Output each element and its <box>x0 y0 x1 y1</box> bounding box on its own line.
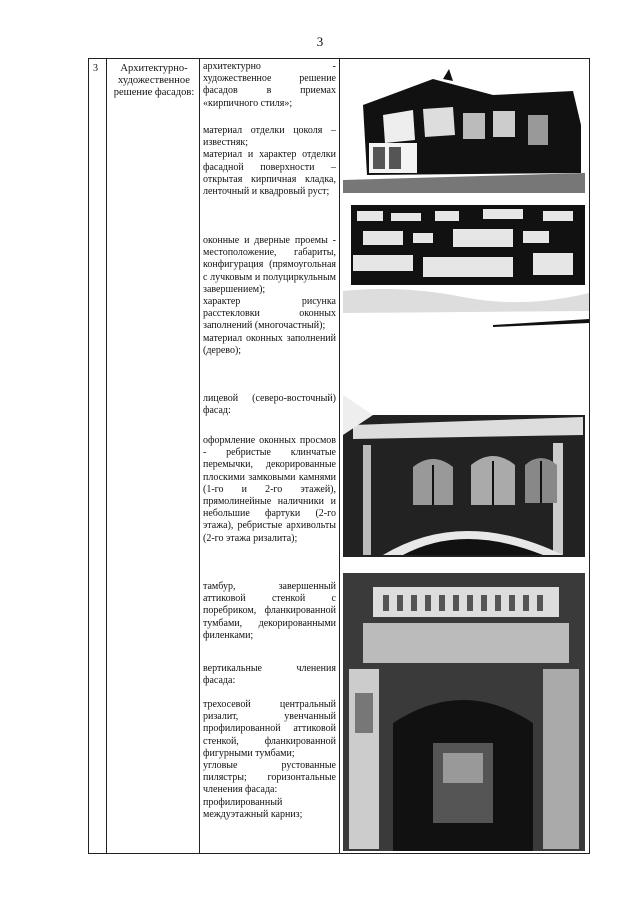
paragraph: трехосевой центральный ризалит, увенчанный профилированной аттиковой стенкой, фланкированной фигурными тумбами; <box>203 699 336 759</box>
entrance-tambour-photo <box>343 573 585 851</box>
paragraph: лицевой (северо-восточный) фасад: <box>203 393 336 417</box>
row-number: 3 <box>93 63 98 74</box>
paragraph: оформление оконных просмов - ребристые клинчатые перемычки, декорированные плоскими замковыми камнями (1-го и 2-го этажей), прямолинейные наличники и небольшие фартуки (2-го этажа), ребристые архивольты (2-го этажа ризалита); <box>203 435 336 544</box>
paragraph: материал и характер отделки фасадной поверхности – открытая кирпичная кладка, ленточный и квадровый руст; <box>203 149 336 198</box>
column-divider <box>339 59 340 853</box>
paragraph: оконные и дверные проемы - местоположение, габариты, конфигурация (прямоугольная с лучковым и полуциркульным завершением); <box>203 235 336 295</box>
paragraph: угловые рустованные пилястры; горизонтальные членения фасада: <box>203 760 336 796</box>
brick-wall-texture-photo <box>343 201 589 335</box>
column-divider <box>106 59 107 853</box>
paragraph: характер рисунка расстекловки оконных заполнений (многочастный); <box>203 296 336 332</box>
column-divider <box>199 59 200 853</box>
paragraph: архитектурно - художественное решение фасадов в приемах «кирпичного стиля»; <box>203 61 336 109</box>
paragraph: тамбур, завершенный аттиковой стенкой с поребриком, фланкированной тумбами, декорированными филенками; <box>203 581 336 641</box>
paragraph: профилированный междуэтажный карниз; <box>203 796 303 820</box>
description-block-2 <box>203 125 336 198</box>
description-block-4 <box>203 393 336 417</box>
row-title: Архитектурно-художественное решение фасадов: <box>113 63 195 98</box>
description-block-1 <box>203 61 336 110</box>
description-block-8 <box>203 699 336 821</box>
paragraph: материал отделки цоколя – известняк; <box>203 125 336 149</box>
description-block-6 <box>203 581 336 642</box>
paragraph: материал оконных заполнений (дерево); <box>203 332 336 356</box>
description-block-7 <box>203 663 336 687</box>
window-detail-photo <box>343 395 585 557</box>
paragraph: вертикальные членения фасада: <box>203 663 336 687</box>
monument-table <box>88 58 590 854</box>
description-block-3 <box>203 235 336 357</box>
building-exterior-photo <box>343 65 585 193</box>
page-number: 3 <box>316 34 324 49</box>
description-block-5 <box>203 435 336 545</box>
